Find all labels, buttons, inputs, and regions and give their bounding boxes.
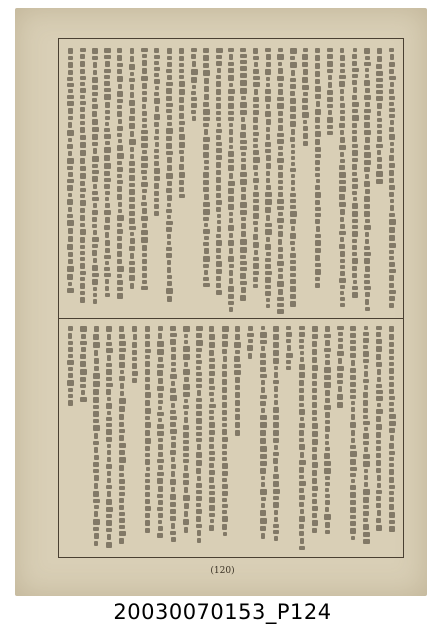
- text-column: [240, 48, 246, 303]
- text-column: [209, 326, 215, 533]
- text-column: [247, 326, 253, 361]
- text-column: [166, 48, 172, 304]
- text-column: [265, 48, 271, 310]
- text-column: [273, 326, 279, 543]
- page-number: (120): [210, 566, 235, 576]
- text-column: [299, 326, 305, 552]
- text-column: [337, 326, 343, 410]
- text-column: [376, 48, 382, 186]
- text-column: [117, 48, 123, 301]
- text-column: [389, 326, 395, 534]
- text-column: [183, 326, 189, 535]
- text-column: [315, 48, 321, 290]
- text-column: [290, 48, 296, 309]
- text-column: [67, 326, 73, 408]
- text-column: [191, 48, 197, 123]
- text-column: [228, 48, 234, 314]
- text-column: [364, 48, 370, 313]
- text-column: [203, 48, 209, 289]
- text-column: [106, 326, 112, 550]
- text-column: [277, 48, 283, 316]
- text-column: [119, 326, 125, 546]
- text-column: [80, 326, 86, 404]
- text-column: [376, 326, 382, 533]
- text-column: [363, 326, 369, 546]
- text-column: [286, 326, 292, 372]
- text-column: [339, 48, 345, 309]
- text-column: [216, 48, 222, 297]
- text-column: [234, 326, 240, 438]
- text-column: [80, 48, 86, 305]
- text-column: [93, 326, 99, 548]
- text-column: [352, 48, 358, 300]
- text-column: [67, 48, 73, 295]
- text-column: [145, 326, 151, 535]
- section-divider: [58, 318, 404, 319]
- text-column: [179, 48, 185, 200]
- text-column: [389, 48, 395, 310]
- text-column: [132, 326, 138, 385]
- text-column: [350, 326, 356, 542]
- text-column: [324, 326, 330, 536]
- text-column: [129, 48, 135, 291]
- text-column: [170, 326, 176, 544]
- text-column: [327, 48, 333, 137]
- text-column: [141, 48, 147, 292]
- image-caption: 20030070153_P124: [113, 600, 332, 624]
- text-column: [104, 48, 110, 299]
- text-column: [196, 326, 202, 545]
- text-column: [312, 326, 318, 535]
- text-column: [154, 48, 160, 218]
- text-column: [157, 326, 163, 540]
- text-column: [260, 326, 266, 541]
- text-column: [222, 326, 228, 538]
- text-column: [302, 48, 308, 148]
- text-column: [92, 48, 98, 306]
- text-column: [253, 48, 259, 290]
